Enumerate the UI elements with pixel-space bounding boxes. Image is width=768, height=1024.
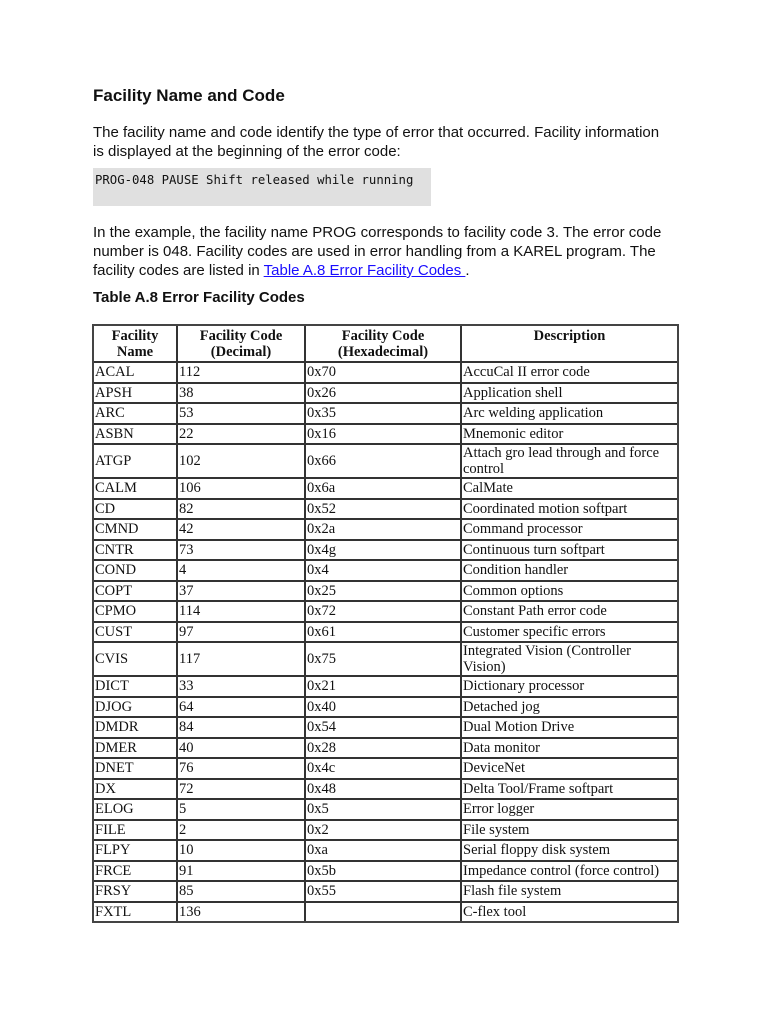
decimal-code-cell: 37 — [178, 582, 306, 603]
table-row — [94, 862, 677, 883]
description-cell: Delta Tool/Frame softpart — [462, 780, 677, 801]
intro-paragraph: The facility name and code identify the type of error that occurred. Facility information is displayed at the beginning of the error code: — [93, 124, 660, 160]
decimal-code-cell: 22 — [178, 425, 306, 446]
decimal-code-cell: 97 — [178, 623, 306, 644]
hex-code-cell: 0x75 — [306, 643, 462, 677]
description-cell: DeviceNet — [462, 759, 677, 780]
facility-name-cell: DJOG — [94, 698, 178, 719]
header-decimal: Facility Code (Decimal) — [178, 326, 306, 363]
hex-code-cell: 0x72 — [306, 602, 462, 623]
description-cell: Coordinated motion softpart — [462, 500, 677, 521]
description-cell: Dictionary processor — [462, 677, 677, 698]
hex-code-cell: 0x25 — [306, 582, 462, 603]
description-cell: CalMate — [462, 479, 677, 500]
facility-name-cell: CALM — [94, 479, 178, 500]
hex-code-cell: 0x5b — [306, 862, 462, 883]
table-row — [94, 882, 677, 903]
description-cell: Command processor — [462, 520, 677, 541]
facility-name-cell: FILE — [94, 821, 178, 842]
decimal-code-cell: 73 — [178, 541, 306, 562]
hex-code-cell: 0x2 — [306, 821, 462, 842]
paragraph-end: . — [465, 262, 470, 279]
decimal-code-cell: 102 — [178, 445, 306, 479]
hex-code-cell: 0x21 — [306, 677, 462, 698]
decimal-code-cell: 53 — [178, 404, 306, 425]
paragraph-text: In the example, the facility name PROG corresponds to facility code 3. The error code number is 048. Facility codes are used in error handling from a KAREL program. The facility codes are listed in — [93, 224, 662, 279]
hex-code-cell: 0x4 — [306, 561, 462, 582]
table-title: Table A.8 Error Facility Codes — [93, 289, 305, 306]
description-cell: Mnemonic editor — [462, 425, 677, 446]
decimal-code-cell: 38 — [178, 384, 306, 405]
section-heading: Facility Name and Code — [93, 86, 285, 105]
facility-name-cell: DMDR — [94, 718, 178, 739]
explanation-paragraph — [93, 223, 663, 280]
table-row — [94, 903, 677, 922]
description-cell: File system — [462, 821, 677, 842]
facility-name-cell: ACAL — [94, 363, 178, 384]
table-row — [94, 698, 677, 719]
table-row — [94, 602, 677, 623]
hex-code-cell: 0x48 — [306, 780, 462, 801]
table-row — [94, 425, 677, 446]
facility-name-cell: ATGP — [94, 445, 178, 479]
hex-code-cell: 0x61 — [306, 623, 462, 644]
hex-code-cell: 0x5 — [306, 800, 462, 821]
table-row — [94, 800, 677, 821]
hex-code-cell: 0x26 — [306, 384, 462, 405]
table-row — [94, 780, 677, 801]
description-cell: C-flex tool — [463, 903, 527, 920]
table-row — [94, 841, 677, 862]
facility-name-cell: DNET — [94, 759, 178, 780]
decimal-code-cell: 84 — [178, 718, 306, 739]
hex-code-cell: 0xa — [306, 841, 462, 862]
description-cell: Attach gro lead through and force control — [462, 445, 677, 479]
description-cell: Customer specific errors — [462, 623, 677, 644]
code-example: PROG-048 PAUSE Shift released while running — [93, 168, 431, 206]
description-cell: Data monitor — [462, 739, 677, 760]
decimal-code-cell: 5 — [178, 800, 306, 821]
decimal-code-cell: 82 — [178, 500, 306, 521]
facility-name-cell: ASBN — [94, 425, 178, 446]
decimal-code-cell: 91 — [178, 862, 306, 883]
table-row — [94, 479, 677, 500]
table-row — [94, 500, 677, 521]
decimal-code-cell: 4 — [178, 561, 306, 582]
hex-code-cell: 0x6a — [306, 479, 462, 500]
hex-code-cell: 0x40 — [306, 698, 462, 719]
table-row — [94, 677, 677, 698]
table-header-row — [94, 326, 677, 363]
facility-name-cell: DMER — [94, 739, 178, 760]
decimal-code-cell: 114 — [178, 602, 306, 623]
hex-code-cell: 0x55 — [306, 882, 462, 903]
facility-name-cell: CPMO — [94, 602, 178, 623]
decimal-code-cell: 40 — [178, 739, 306, 760]
table-row — [94, 821, 677, 842]
decimal-code-cell: 106 — [178, 479, 306, 500]
facility-name-cell: APSH — [94, 384, 178, 405]
decimal-code-cell: 117 — [178, 643, 306, 677]
facility-name-cell: FRCE — [94, 862, 178, 883]
table-row — [94, 404, 677, 425]
hex-code-cell: 0x16 — [306, 425, 462, 446]
facility-name-cell: ARC — [94, 404, 178, 425]
hex-code-cell — [306, 903, 462, 922]
facility-name-cell: CMND — [94, 520, 178, 541]
hex-code-cell: 0x35 — [306, 404, 462, 425]
decimal-code-cell: 72 — [178, 780, 306, 801]
table-row — [94, 561, 677, 582]
facility-name-cell: CUST — [94, 623, 178, 644]
header-description: Description — [462, 326, 677, 363]
hex-code-cell: 0x28 — [306, 739, 462, 760]
table-row — [94, 643, 677, 677]
decimal-code-cell: 2 — [178, 821, 306, 842]
description-cell: Constant Path error code — [462, 602, 677, 623]
hex-code-cell: 0x2a — [306, 520, 462, 541]
facility-name-cell: COND — [94, 561, 178, 582]
description-cell: Flash file system — [462, 882, 677, 903]
table-row — [94, 520, 677, 541]
facility-name-cell: DX — [94, 780, 178, 801]
hex-code-cell: 0x52 — [306, 500, 462, 521]
description-cell: AccuCal II error code — [462, 363, 677, 384]
description-cell: Detached jog — [462, 698, 677, 719]
facility-codes-table — [92, 324, 679, 923]
facility-name-cell: CVIS — [94, 643, 178, 677]
decimal-code-cell: 42 — [178, 520, 306, 541]
facility-name-cell: FLPY — [94, 841, 178, 862]
table-link[interactable]: Table A.8 Error Facility Codes — [263, 262, 466, 279]
table-row — [94, 384, 677, 405]
hex-code-cell: 0x4c — [306, 759, 462, 780]
facility-name-cell: CD — [94, 500, 178, 521]
table-row — [94, 363, 677, 384]
description-cell: Integrated Vision (Controller Vision) — [462, 643, 677, 677]
hex-code-cell: 0x54 — [306, 718, 462, 739]
description-cell: Continuous turn softpart — [462, 541, 677, 562]
table-row — [94, 582, 677, 603]
hex-code-cell: 0x66 — [306, 445, 462, 479]
facility-name-cell: COPT — [94, 582, 178, 603]
description-cell: Impedance control (force control) — [462, 862, 677, 883]
description-cell: Dual Motion Drive — [462, 718, 677, 739]
description-cell: Error logger — [462, 800, 677, 821]
decimal-code-cell: 64 — [178, 698, 306, 719]
decimal-code-cell: 136 — [178, 903, 306, 922]
hex-code-cell: 0x4g — [306, 541, 462, 562]
description-cell: Serial floppy disk system — [462, 841, 677, 862]
table-row — [94, 623, 677, 644]
facility-name-cell: CNTR — [94, 541, 178, 562]
header-hex: Facility Code (Hexadecimal) — [306, 326, 462, 363]
facility-name-cell: DICT — [94, 677, 178, 698]
header-facility-name: Facility Name — [94, 326, 178, 363]
decimal-code-cell: 85 — [178, 882, 306, 903]
table-row — [94, 541, 677, 562]
table-row — [94, 718, 677, 739]
description-cell: Common options — [462, 582, 677, 603]
decimal-code-cell: 10 — [178, 841, 306, 862]
description-cell: Condition handler — [462, 561, 677, 582]
decimal-code-cell: 33 — [178, 677, 306, 698]
decimal-code-cell: 76 — [178, 759, 306, 780]
table-row — [94, 445, 677, 479]
facility-name-cell: ELOG — [94, 800, 178, 821]
table-row — [94, 739, 677, 760]
facility-name-cell: FXTL — [94, 903, 178, 922]
description-cell: Application shell — [462, 384, 677, 405]
facility-name-cell: FRSY — [94, 882, 178, 903]
description-cell: Arc welding application — [462, 404, 677, 425]
table-row — [94, 759, 677, 780]
hex-code-cell: 0x70 — [306, 363, 462, 384]
decimal-code-cell: 112 — [178, 363, 306, 384]
